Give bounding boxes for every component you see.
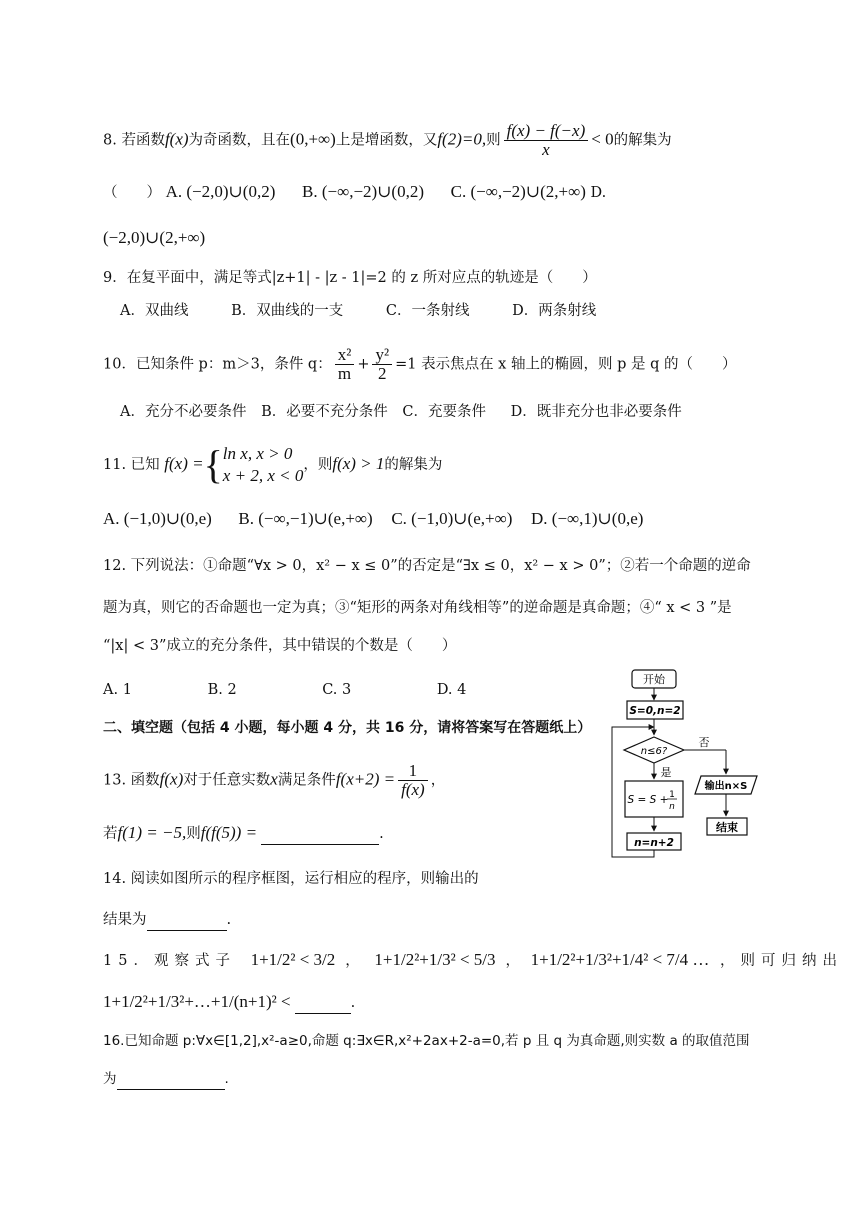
flow-yes-label: 是 (660, 766, 672, 779)
q12-line2: 题为真，则它的否命题也一定为真；③“矩形的两条对角线相等”的逆命题是真命题；④“ x < 3 ”是 (103, 600, 732, 616)
q13-answer-blank[interactable] (261, 824, 379, 845)
q16-line1: 16.已知命题 p:∀x∈[1,2],x²-a≥0,命题 q:∃x∈R,x²+2ax+2-a=0,若 p 且 q 为真命题,则实数 a 的取值范围 (103, 1033, 750, 1049)
flow-output-label: 输出n×S (704, 781, 748, 792)
q13-line2: 若f(1) = −5,则f(f(5)) = . (103, 823, 384, 845)
q10-frac-y: $\frac{\text{y²}}{2}$ (372, 346, 392, 383)
flow-update-main: S = S + (627, 794, 669, 806)
flow-update-num: 1 (669, 790, 675, 800)
q8-option-b: B. (−∞,−2)∪(0,2) (301, 182, 425, 201)
q12-options (103, 680, 466, 700)
q8-option-d-label: D. (590, 185, 607, 201)
q12-option-c: C. 3 (322, 682, 352, 698)
q10-options (120, 402, 682, 422)
q15-expr-general: 1+1/2²+1/3²+…+1/(n+1)² < (103, 992, 291, 1011)
q12-option-b: B. 2 (207, 682, 237, 698)
q13-fraction: $\frac{1}{f(x)}$ (398, 762, 428, 799)
q9-option-a: A．双曲线 (120, 303, 189, 319)
q8-option-a: A. (−2,0)∪(0,2) (165, 182, 276, 201)
q8-option-c: C. (−∞,−2)∪(2,+∞) (450, 182, 586, 201)
q9-option-d: D．两条射线 (512, 303, 597, 319)
q10-option-c: C．充要条件 (402, 404, 486, 420)
q13-line1: 13. 函数f(x)对于任意实数x满足条件f(x+2) = $\frac{1}{f(x)}$ ， (103, 761, 446, 799)
q10-stem: 10．已知条件 p：m＞3，条件 q： $\frac{\text{x²}}{m}$ + $\frac{\text{y²}}{2}$ =1 表示焦点在 x 轴上的椭圆，则 p 是 q 的（ ） (103, 345, 737, 383)
flow-no-label: 否 (698, 736, 710, 749)
q9-option-c: C．一条射线 (385, 303, 470, 319)
q15-expr-1: 1+1/2² < 3/2 (250, 950, 336, 969)
q16-answer-blank[interactable] (117, 1069, 225, 1090)
q10-option-a: A．充分不必要条件 (120, 404, 247, 420)
q10-frac-x: $\frac{\text{x²}}{m}$ (335, 346, 355, 383)
q8-options: （ ） A. (−2,0)∪(0,2) B. (−∞,−2)∪(0,2) C. (−∞,−2)∪(2,+∞) D. (103, 182, 607, 201)
flow-update-den: n (669, 802, 675, 812)
q11-cases: ln x, x > 0 x + 2, x < 0 (222, 444, 304, 485)
q8-line1: 8. 若函数f(x)为奇函数，且在(0,+∞)上是增函数，又f(2)=0,则 $\frac{f(x) - f(-x)}{x}$ < 0的解集为 (103, 121, 672, 159)
q8-number: 8. (103, 132, 117, 149)
q15-line1: 15．观察式子 1+1/2² < 3/2 ， 1+1/2²+1/3² < 5/3 ， 1+1/2²+1/3²+1/4² < 7/4 … ，则可归纳出 (103, 950, 844, 969)
q9-options (120, 301, 634, 321)
q14-line2: 结果为 . (103, 910, 231, 931)
q12-option-a: A. 1 (103, 682, 132, 698)
q11-stem: 11. 已知 f(x) ={ ln x, x > 0 x + 2, x < 0 ，则f(x) > 1的解集为 (103, 442, 443, 487)
q9-stem: 9．在复平面中，满足等式|z+1| - |z - 1|=2 的 z 所对应点的轨迹是（ ） (103, 270, 597, 286)
flow-increment-label: n=n+2 (634, 837, 674, 849)
q10-option-b: B．必要不充分条件 (261, 404, 388, 420)
q8-option-d: (−2,0)∪(2,+∞) (103, 228, 206, 247)
q12-line3: “|x| < 3”成立的充分条件，其中错误的个数是（ ） (103, 638, 457, 654)
q11-option-b: B. (−∞,−1)∪(e,+∞) (238, 509, 373, 528)
flow-end-label: 结束 (716, 821, 738, 834)
q12-option-d: D. 4 (436, 682, 467, 698)
q10-option-d: D．既非充分也非必要条件 (510, 404, 682, 420)
q8-fraction: $\frac{f(x) - f(-x)}{x}$ (504, 122, 589, 159)
flow-start-label: 开始 (643, 673, 665, 686)
q14-line1: 14. 阅读如图所示的程序框图，运行相应的程序，则输出的 (103, 871, 479, 887)
q11-brace: { (203, 442, 223, 487)
q9-option-b: B．双曲线的一支 (231, 303, 344, 319)
q15-line2: 1+1/2²+1/3²+…+1/(n+1)² < . (103, 992, 355, 1014)
program-flowchart (600, 664, 760, 864)
q11-option-d: D. (−∞,1)∪(0,e) (531, 509, 644, 528)
section-heading: 二、填空题（包括 4 小题，每小题 4 分，共 16 分，请将答案写在答题纸上） (103, 720, 592, 736)
q12-line1: 12. 下列说法：①命题“∀x > 0，x² − x ≤ 0”的否定是“∃x ≤ 0，x² − x > 0”；②若一个命题的逆命 (103, 558, 751, 574)
q11-options (103, 509, 643, 530)
q16-line2: 为 . (103, 1069, 229, 1090)
q15-answer-blank[interactable] (295, 993, 351, 1014)
q15-expr-3: 1+1/2²+1/3²+1/4² < 7/4 … (530, 950, 710, 969)
flow-init-label: S=0,n=2 (629, 705, 681, 717)
q11-option-a: A. (−1,0)∪(0,e) (103, 509, 212, 528)
q15-expr-2: 1+1/2²+1/3² < 5/3 (374, 950, 496, 969)
q11-option-c: C. (−1,0)∪(e,+∞) (391, 509, 513, 528)
flow-decision-label: n≤6? (640, 746, 668, 757)
q14-answer-blank[interactable] (147, 910, 227, 931)
